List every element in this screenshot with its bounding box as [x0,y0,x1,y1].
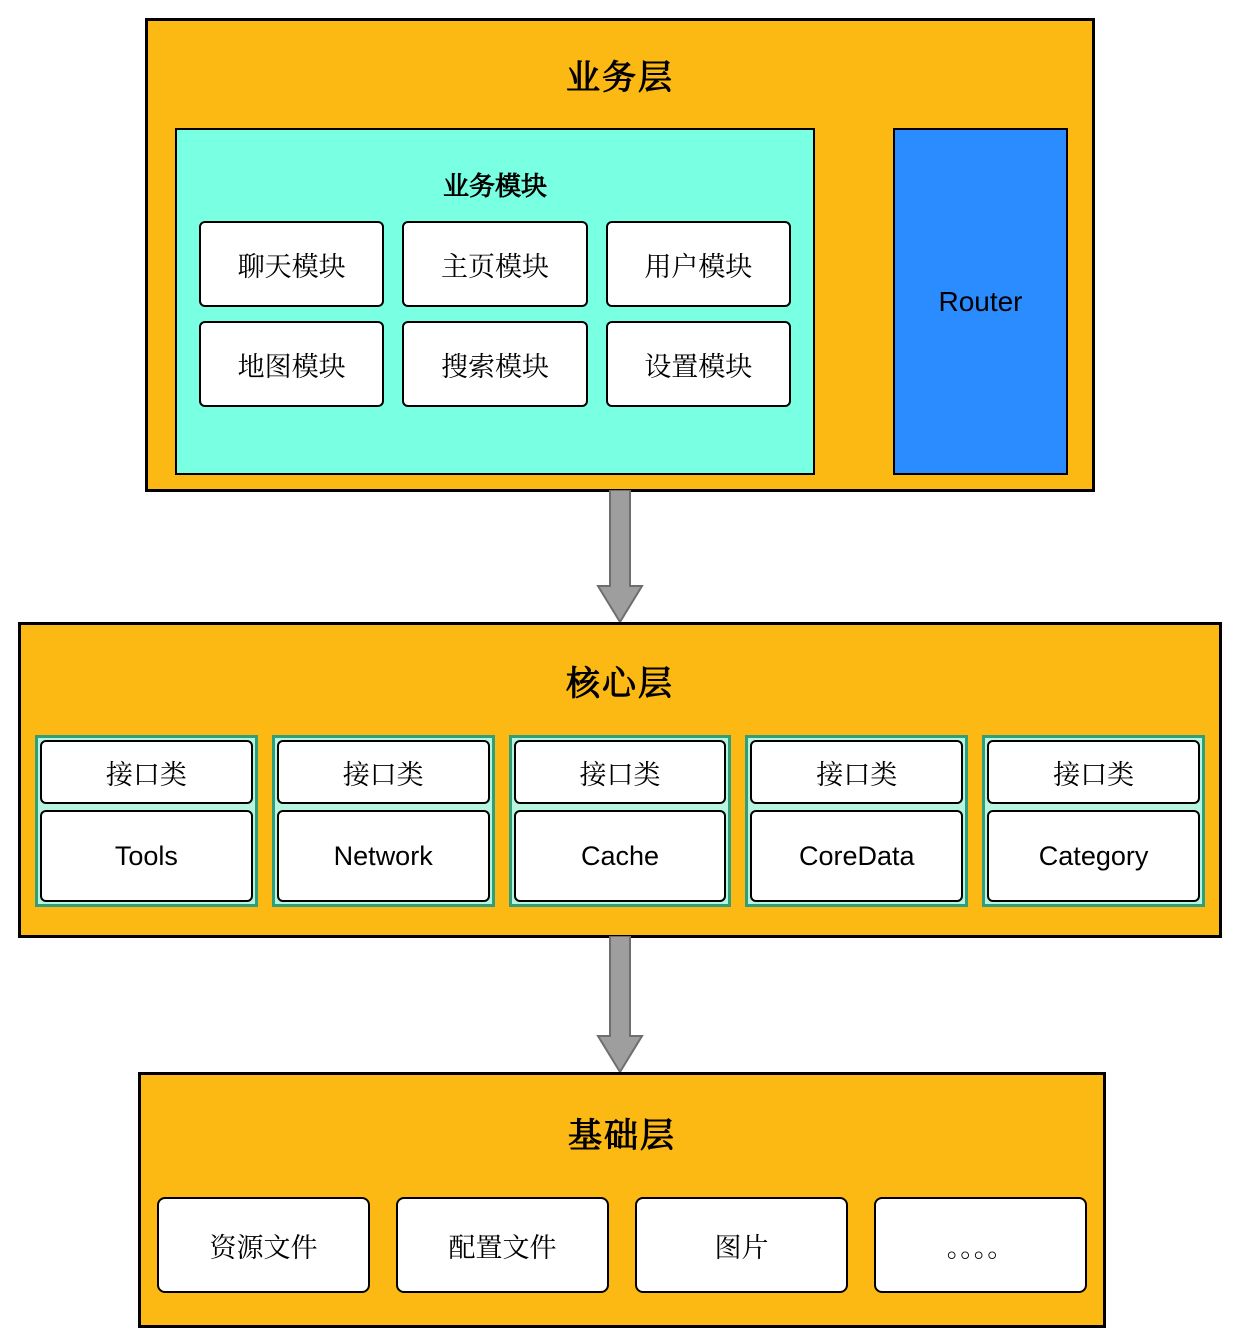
base-items [157,1197,1087,1293]
core-layer [18,622,1222,938]
business-layer [145,18,1095,492]
core-column-category [982,735,1205,907]
module-map[interactable]: 地图模块 [199,321,384,407]
arrow-core-to-base-icon [596,936,644,1074]
core-module-tools[interactable]: Tools [40,810,253,902]
core-interface-coredata[interactable]: 接口类 [750,740,963,804]
core-interface-category[interactable]: 接口类 [987,740,1200,804]
core-interface-tools[interactable]: 接口类 [40,740,253,804]
core-module-category[interactable]: Category [987,810,1200,902]
business-module-group-title: 业务模块 [442,171,547,201]
business-module-grid [177,203,813,407]
base-layer-title: 基础层 [568,1117,676,1155]
module-user[interactable]: 用户模块 [606,221,791,307]
base-item-config[interactable]: 配置文件 [396,1197,609,1293]
router-box[interactable]: Router [893,128,1068,475]
core-column-coredata [745,735,968,907]
base-item-more[interactable]: 。。。。 [874,1197,1087,1293]
base-item-images[interactable]: 图片 [635,1197,848,1293]
business-layer-title: 业务层 [566,59,674,97]
core-column-tools [35,735,258,907]
core-columns [35,735,1205,907]
core-column-cache [509,735,732,907]
module-home[interactable]: 主页模块 [402,221,587,307]
module-settings[interactable]: 设置模块 [606,321,791,407]
core-module-network[interactable]: Network [277,810,490,902]
base-layer [138,1072,1106,1328]
module-search[interactable]: 搜索模块 [402,321,587,407]
core-module-cache[interactable]: Cache [514,810,727,902]
core-module-coredata[interactable]: CoreData [750,810,963,902]
core-interface-network[interactable]: 接口类 [277,740,490,804]
business-module-group [175,128,815,475]
core-column-network [272,735,495,907]
module-chat[interactable]: 聊天模块 [199,221,384,307]
core-layer-title: 核心层 [566,665,674,703]
core-interface-cache[interactable]: 接口类 [514,740,727,804]
base-item-resources[interactable]: 资源文件 [157,1197,370,1293]
arrow-business-to-core-icon [596,490,644,624]
